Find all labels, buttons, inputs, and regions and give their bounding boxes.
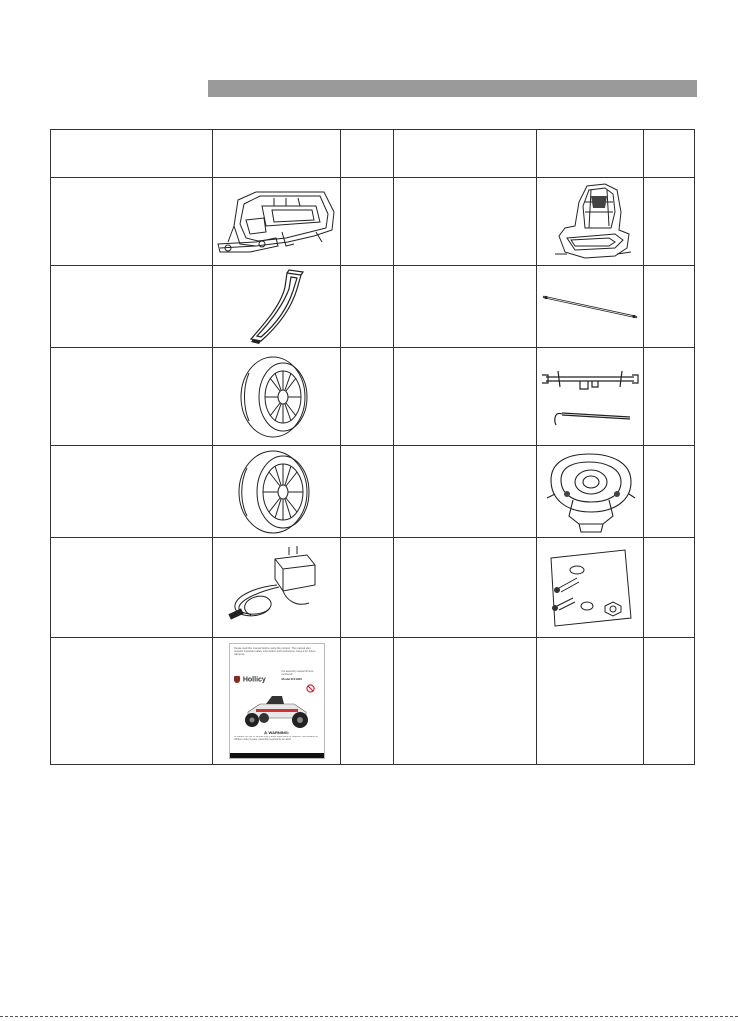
manual-model-caption: For assembly manual of items numbered: bbox=[281, 670, 314, 676]
manual-brand-name: Hollicy bbox=[242, 676, 266, 684]
part-name-cell bbox=[51, 178, 213, 266]
part-picture-cell bbox=[213, 638, 341, 765]
steering-wheel-icon bbox=[543, 450, 637, 534]
part-name-cell bbox=[51, 446, 213, 538]
part-name-cell bbox=[394, 638, 537, 765]
part-picture-cell bbox=[537, 266, 644, 348]
part-picture-cell bbox=[213, 446, 341, 538]
column-header-description-2 bbox=[394, 130, 537, 178]
section-header-bar bbox=[208, 80, 697, 97]
instruction-manual-cover bbox=[229, 643, 325, 759]
table-row bbox=[51, 446, 695, 538]
brand-shield-icon bbox=[234, 676, 240, 683]
part-picture-cell bbox=[213, 348, 341, 446]
part-name-cell bbox=[394, 348, 537, 446]
part-qty-cell bbox=[341, 178, 394, 266]
no-symbol-icon bbox=[306, 684, 315, 693]
front-wheel-icon bbox=[239, 353, 315, 441]
part-name-cell bbox=[394, 178, 537, 266]
part-qty-cell bbox=[644, 538, 695, 638]
part-name-cell bbox=[51, 538, 213, 638]
table-header-row bbox=[51, 130, 695, 178]
manual-intro-text: Please read this manual before using the product. The manual also contains important safety information and instructions. Keep it for future reference. bbox=[233, 647, 316, 656]
charger-icon bbox=[227, 545, 327, 631]
manual-brand-logo bbox=[234, 672, 280, 684]
column-header-qty-1 bbox=[341, 130, 394, 178]
part-picture-cell bbox=[537, 538, 644, 638]
column-header-description-1 bbox=[51, 130, 213, 178]
page-bottom-rule bbox=[0, 1016, 738, 1017]
part-name-cell bbox=[51, 266, 213, 348]
racing-seat-icon bbox=[545, 182, 635, 262]
rear-guard-icon bbox=[247, 269, 307, 345]
rear-axle-icon bbox=[540, 287, 640, 327]
part-picture-cell bbox=[213, 538, 341, 638]
part-name-cell bbox=[51, 638, 213, 765]
part-qty-cell bbox=[644, 638, 695, 765]
part-qty-cell bbox=[644, 446, 695, 538]
column-header-picture-2 bbox=[537, 130, 644, 178]
part-qty-cell bbox=[341, 638, 394, 765]
part-picture-cell bbox=[213, 178, 341, 266]
table-row bbox=[51, 266, 695, 348]
part-qty-cell bbox=[341, 266, 394, 348]
part-picture-cell bbox=[537, 348, 644, 446]
part-name-cell bbox=[51, 348, 213, 446]
hardware-bag-icon bbox=[547, 548, 633, 628]
kart-body-frame-icon bbox=[216, 186, 338, 258]
part-picture-cell bbox=[537, 638, 644, 765]
column-header-qty-2 bbox=[644, 130, 695, 178]
manual-model-number: Model:DX1900 bbox=[281, 677, 303, 681]
part-name-cell bbox=[394, 538, 537, 638]
front-axle-and-steering-rod-icon bbox=[540, 367, 640, 427]
table-row bbox=[51, 538, 695, 638]
part-picture-cell bbox=[213, 266, 341, 348]
go-kart-photo bbox=[236, 694, 316, 728]
part-qty-cell bbox=[644, 266, 695, 348]
part-qty-cell bbox=[341, 348, 394, 446]
part-qty-cell bbox=[644, 348, 695, 446]
part-qty-cell bbox=[644, 178, 695, 266]
part-name-cell bbox=[394, 446, 537, 538]
table-row bbox=[51, 178, 695, 266]
part-picture-cell bbox=[537, 446, 644, 538]
parts-list-table bbox=[50, 129, 695, 765]
manual-warning-text: To reduce the risk of serious injury, adult supervision is required. Not suitable for children under 3 years. Assembly required by an adult. bbox=[233, 736, 319, 741]
rear-wheel-icon bbox=[237, 448, 317, 536]
column-header-picture-1 bbox=[213, 130, 341, 178]
table-row bbox=[51, 638, 695, 765]
manual-footer-bar bbox=[230, 753, 324, 758]
part-qty-cell bbox=[341, 538, 394, 638]
part-picture-cell bbox=[537, 178, 644, 266]
part-qty-cell bbox=[341, 446, 394, 538]
part-name-cell bbox=[394, 266, 537, 348]
table-row bbox=[51, 348, 695, 446]
manual-warning-title: ⚠ WARNING: bbox=[263, 730, 290, 735]
